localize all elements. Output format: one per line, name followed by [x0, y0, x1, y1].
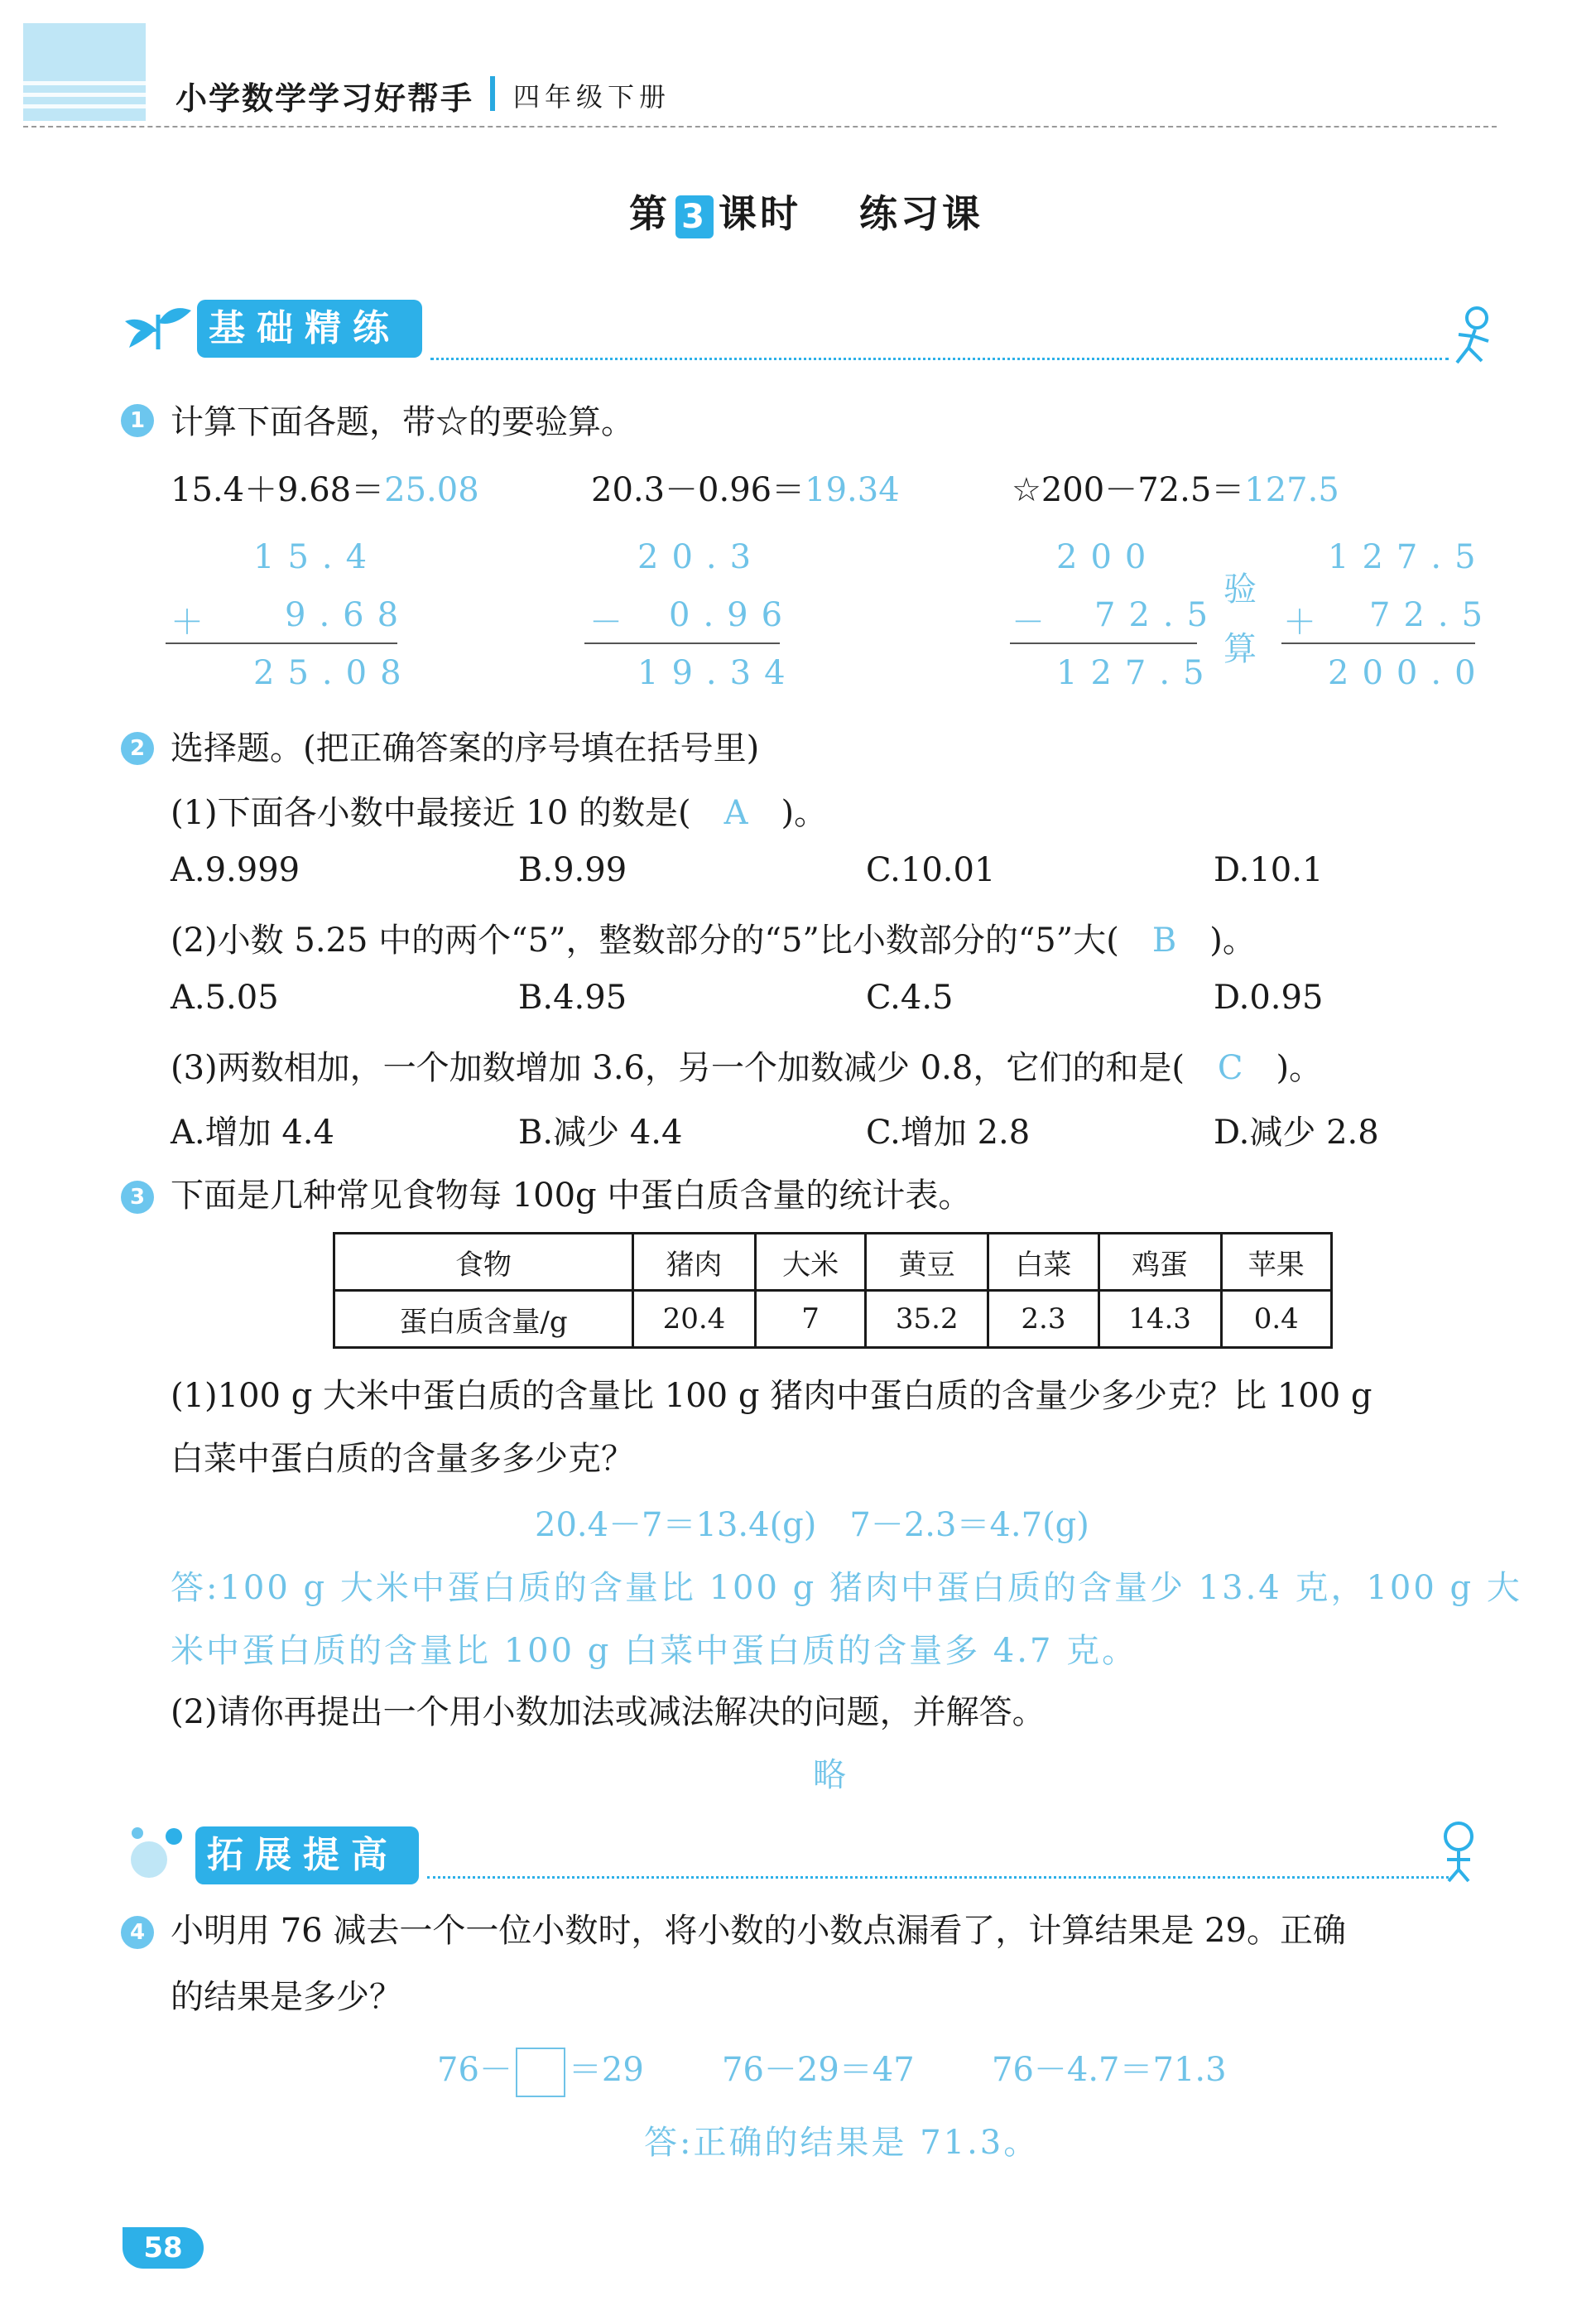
answer-text: 答:100 g 大米中蛋白质的含量比 100 g 猪肉中蛋白质的含量少 13.4 克，100 g 大: [171, 1569, 1522, 1607]
lesson-name: 练习课: [859, 191, 984, 236]
boy-icon: [1425, 1818, 1500, 1884]
choice-option: A.5.05: [171, 979, 279, 1017]
choice-option: C.4.5: [866, 979, 954, 1017]
vertical-rule: [584, 642, 780, 644]
table-header-row: [334, 1234, 1332, 1291]
vertical-rule: [1281, 642, 1475, 644]
question-prompt: 选择题。(把正确答案的序号填在括号里): [171, 729, 760, 768]
lesson-title: [629, 184, 983, 238]
answer-work: 76－4.7＝71.3: [992, 2051, 1227, 2089]
question-text: 小明用 76 减去一个一位小数时，将小数的小数点漏看了，计算结果是 29。正确: [171, 1912, 1346, 1950]
choice-answer: A: [723, 794, 748, 832]
vertical-operand: 9.68: [285, 596, 412, 634]
table-cell: 大米: [755, 1234, 865, 1291]
section-banner-basic: 基础精练: [197, 300, 422, 358]
work-text: 76－: [437, 2051, 512, 2089]
question-number: 4: [121, 1916, 154, 1949]
section-dotted-rule: [430, 358, 1449, 360]
equation-expression: 20.3－0.96＝: [591, 471, 805, 509]
choice-option: D.0.95: [1214, 979, 1324, 1017]
choice-answer: B: [1151, 922, 1177, 960]
answer-work: [437, 2043, 644, 2097]
vertical-operand: 0.96: [669, 596, 796, 634]
bubbles-icon: [124, 1818, 199, 1884]
question-number: 2: [121, 732, 154, 765]
choice-option: B.减少 4.4: [518, 1114, 683, 1152]
sprout-icon: [121, 298, 195, 356]
table-cell: 苹果: [1221, 1234, 1331, 1291]
equation-answer: 25.08: [384, 471, 479, 509]
stem-text: (3)两数相加，一个加数增加 3.6，另一个加数减少 0.8，它们的和是(: [171, 1049, 1185, 1087]
lesson-suffix: 课时: [719, 191, 801, 236]
blank-box: [516, 2048, 565, 2097]
vertical-operand: 20.3: [637, 538, 765, 576]
header-stripe: [23, 104, 146, 108]
table-cell: 蛋白质含量/g: [334, 1291, 633, 1348]
table-cell: 20.4: [633, 1291, 756, 1348]
header-stripe: [23, 93, 146, 97]
sub-question: (1)100 g 大米中蛋白质的含量比 100 g 猪肉中蛋白质的含量少多少克？比 100 g: [171, 1377, 1372, 1415]
equation: [171, 464, 479, 511]
equation: [1012, 464, 1339, 511]
header-divider: [490, 76, 495, 111]
vertical-result: 25.08: [253, 654, 415, 692]
vertical-operator: －: [589, 604, 636, 642]
choice-option: B.9.99: [518, 851, 627, 889]
table-cell: 14.3: [1098, 1291, 1221, 1348]
vertical-operator: ＋: [171, 604, 217, 642]
answer-text: 米中蛋白质的含量比 100 g 白菜中蛋白质的含量多 4.7 克。: [171, 1632, 1138, 1670]
stem-text: (1)下面各小数中最接近 10 的数是(: [171, 794, 691, 832]
table-cell: 黄豆: [866, 1234, 988, 1291]
vertical-result: 19.34: [637, 654, 799, 692]
choice-option: D.减少 2.8: [1214, 1114, 1379, 1152]
table-cell: 2.3: [988, 1291, 1098, 1348]
table-cell: 0.4: [1221, 1291, 1331, 1348]
header-stripe: [23, 81, 146, 85]
choice-answer: C: [1217, 1049, 1243, 1087]
question-number: 3: [121, 1181, 154, 1214]
vertical-operator: ＋: [1283, 604, 1329, 642]
table-cell: 35.2: [866, 1291, 988, 1348]
table-cell: 鸡蛋: [1098, 1234, 1221, 1291]
equation-answer: 127.5: [1244, 471, 1339, 509]
choice-option: B.4.95: [518, 979, 627, 1017]
header-dashed-rule: [23, 126, 1497, 128]
lesson-number: 3: [675, 195, 714, 238]
stem-text: )。: [781, 794, 828, 832]
question-prompt: 下面是几种常见食物每 100g 中蛋白质含量的统计表。: [171, 1177, 972, 1215]
vertical-operator: －: [1012, 604, 1058, 642]
check-label: 算: [1223, 630, 1257, 668]
choice-option: C.增加 2.8: [866, 1114, 1031, 1152]
equation: [591, 464, 900, 511]
sub-question: 白菜中蛋白质的含量多多少克？: [171, 1440, 634, 1478]
vertical-rule: [1010, 642, 1197, 644]
table-cell: 7: [755, 1291, 865, 1348]
work-text: ＝29: [568, 2051, 644, 2089]
vertical-operand: 72.5: [1094, 596, 1222, 634]
choice-option: C.10.01: [866, 851, 996, 889]
stem-text: )。: [1209, 922, 1256, 960]
equation-expression: 15.4＋9.68＝: [171, 471, 385, 509]
vertical-result: 200.0: [1328, 654, 1489, 692]
book-title: 小学数学学习好帮手: [175, 80, 474, 117]
table-cell: 白菜: [988, 1234, 1098, 1291]
vertical-operand: 127.5: [1328, 538, 1489, 576]
vertical-operand: 200: [1056, 538, 1160, 576]
table-cell: 猪肉: [633, 1234, 756, 1291]
choice-option: A.增加 4.4: [171, 1114, 334, 1152]
choice-option: A.9.999: [171, 851, 300, 889]
answer-work: 76－29＝47: [722, 2051, 915, 2089]
stem-text: (2)小数 5.25 中的两个“5”，整数部分的“5”比小数部分的“5”大(: [171, 922, 1119, 960]
sub-question: (2)请你再提出一个用小数加法或减法解决的问题，并解答。: [171, 1693, 1046, 1731]
section-dotted-rule: [427, 1876, 1449, 1879]
check-label: 验: [1223, 570, 1257, 609]
vertical-operand: 72.5: [1369, 596, 1497, 634]
question-number: 1: [121, 404, 154, 437]
question-text: 的结果是多少？: [171, 1978, 402, 2016]
answer-work: 20.4－7＝13.4(g) 7－2.3＝4.7(g): [535, 1506, 1089, 1544]
equation-expression: ☆200－72.5＝: [1012, 471, 1245, 509]
vertical-operand: 15.4: [253, 538, 381, 576]
vertical-result: 127.5: [1056, 654, 1218, 692]
choice-stem: [171, 914, 1256, 961]
lesson-prefix: 第: [629, 191, 671, 236]
choice-stem: [171, 1042, 1322, 1089]
grade-label: 四年级下册: [513, 81, 671, 113]
choice-option: D.10.1: [1214, 851, 1324, 889]
protein-table: [333, 1232, 1333, 1349]
answer-text: 略: [813, 1756, 846, 1794]
page-number: 58: [123, 2227, 204, 2269]
choice-stem: [171, 787, 827, 834]
stem-text: )。: [1276, 1049, 1323, 1087]
vertical-rule: [166, 642, 397, 644]
table-row: [334, 1291, 1332, 1348]
table-cell: 食物: [334, 1234, 633, 1291]
equation-answer: 19.34: [805, 471, 900, 509]
section-banner-extend: 拓展提高: [195, 1826, 419, 1884]
question-prompt: 计算下面各题，带☆的要验算。: [171, 403, 634, 441]
answer-text: 答:正确的结果是 71.3。: [644, 2124, 1040, 2162]
runner-icon: [1442, 305, 1500, 371]
